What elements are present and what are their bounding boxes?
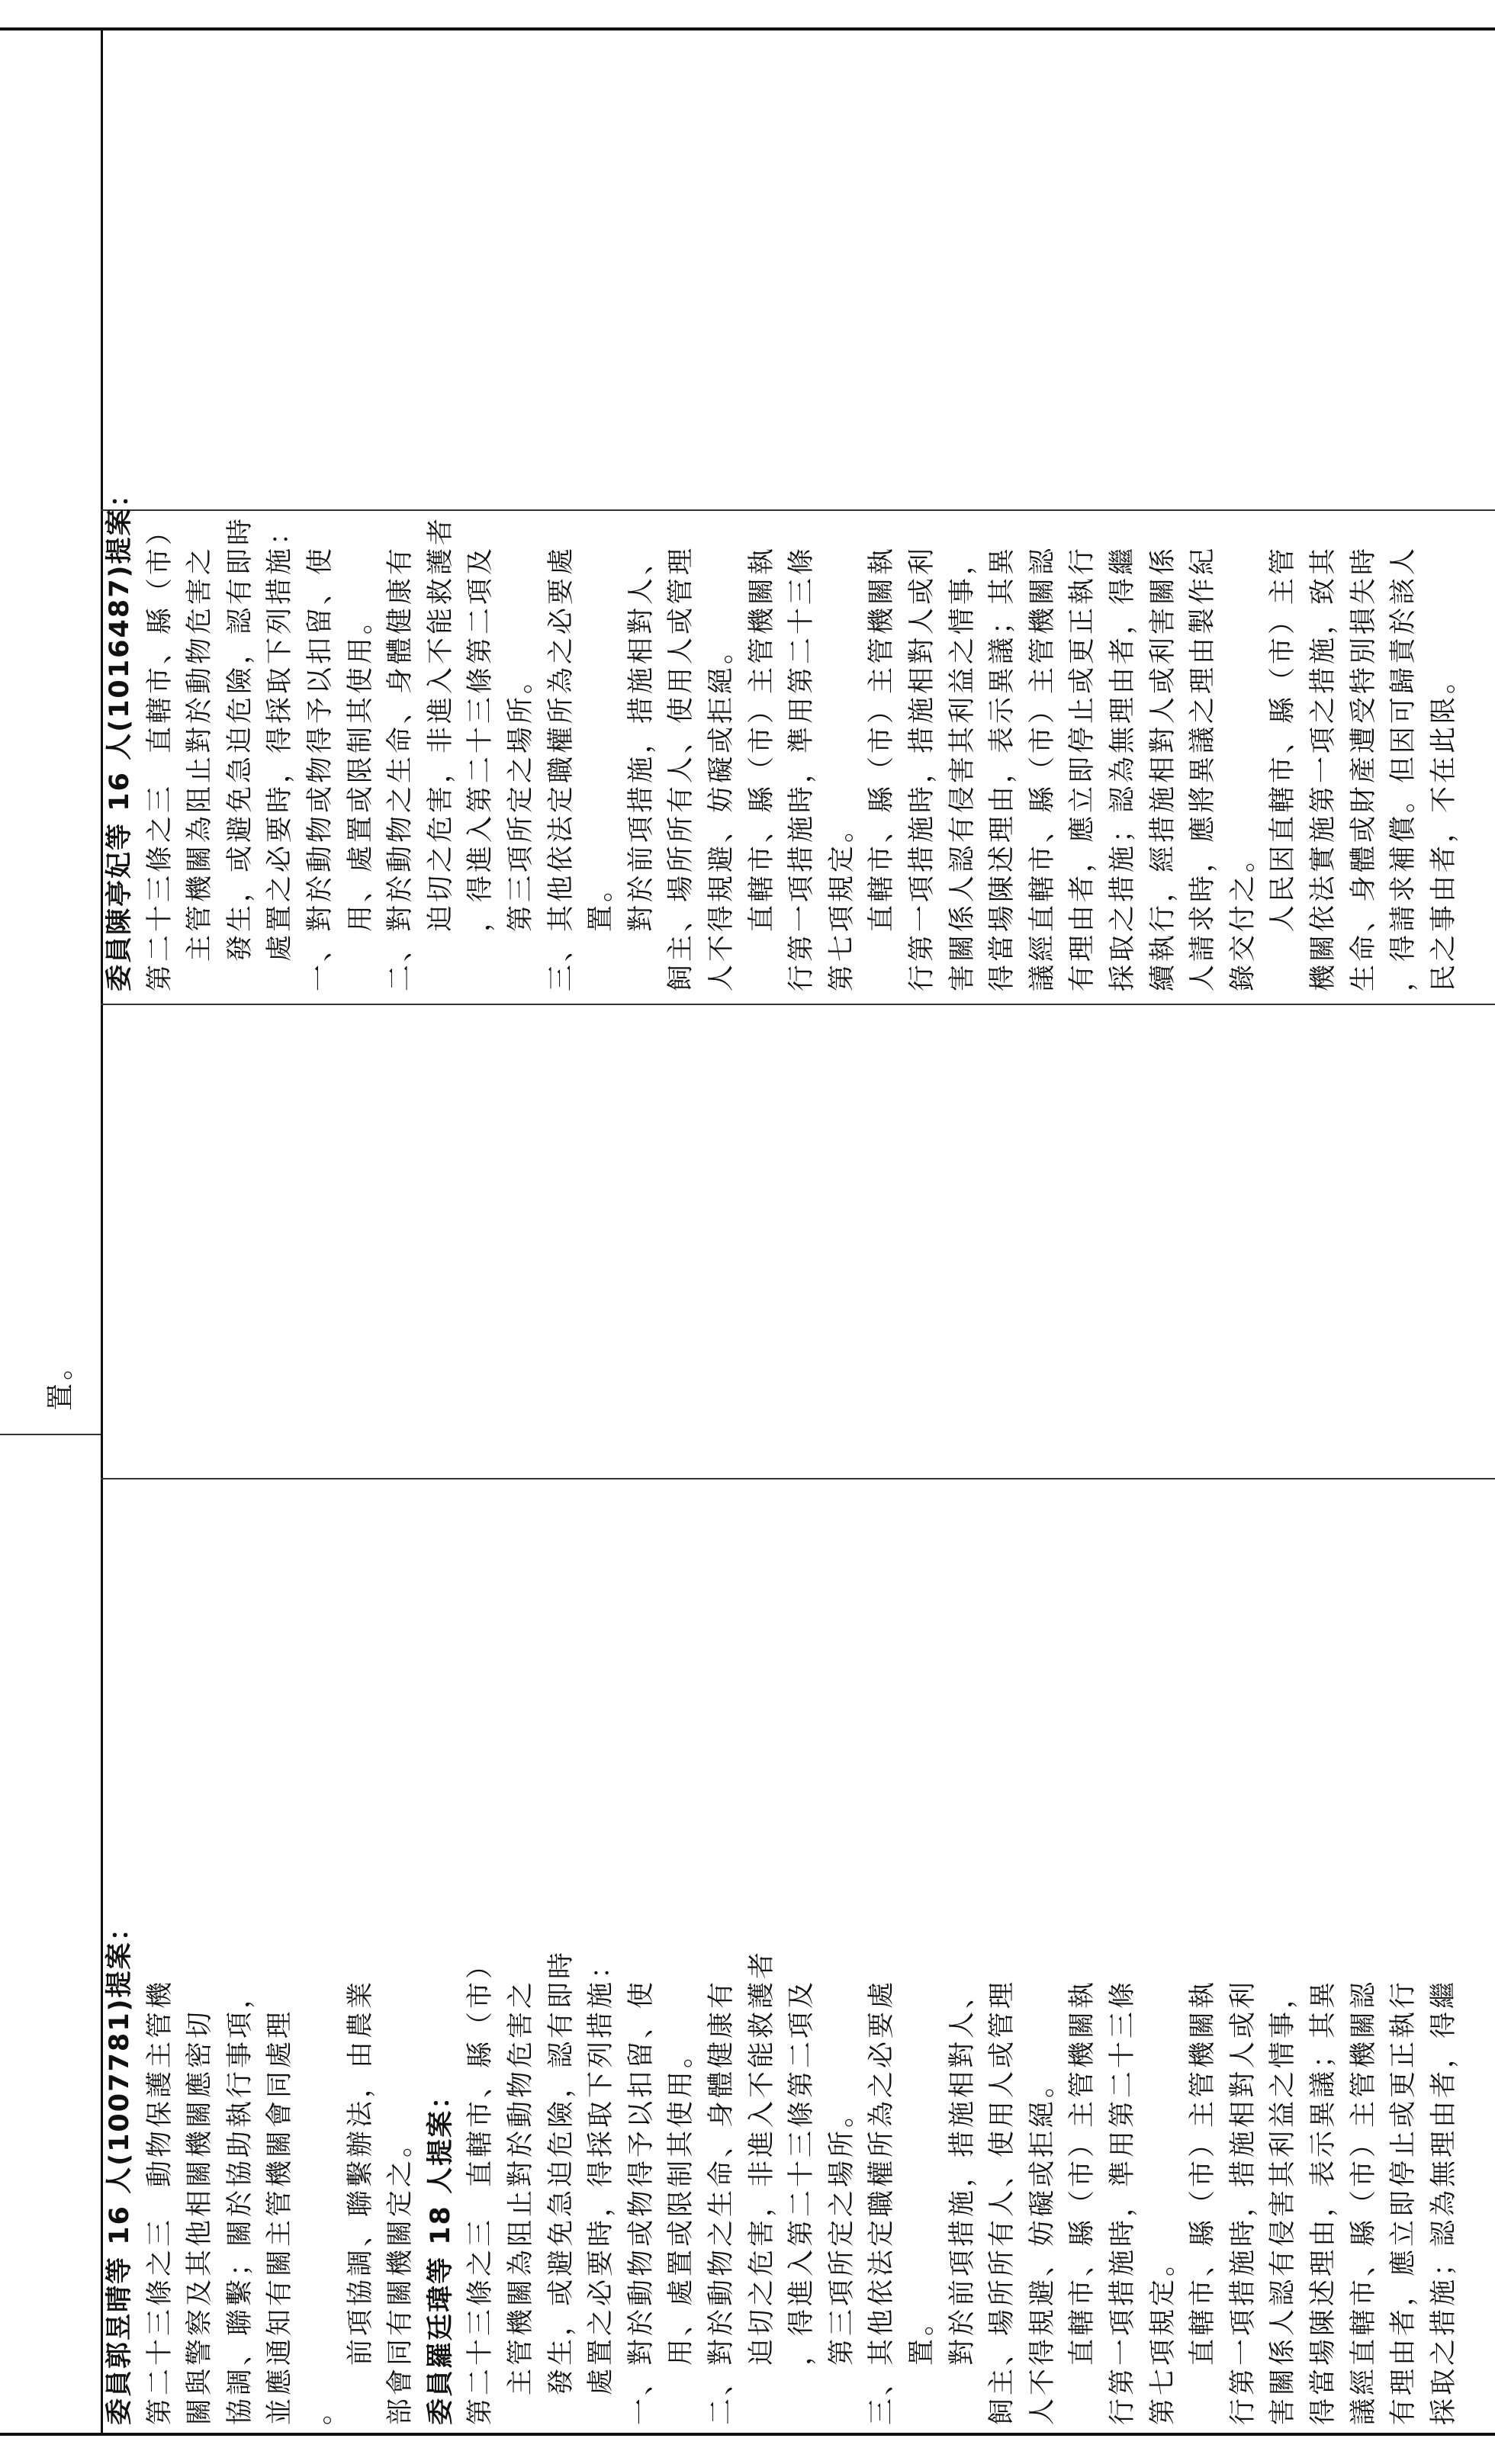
proposal-text-line: 飼主、場所所有人、使用人或管理 — [666, 545, 697, 991]
proposal-text-line: 行第一項措施時，措施相對人或利 — [907, 545, 937, 991]
proposal-text-line: 對於前項措施，措施相對人、 — [947, 1978, 978, 2425]
proposal-text-line: 發生，或避免急迫危險，認有即時 — [545, 1948, 577, 2425]
proposal-text-line: 第二十三條之三 直轄市、縣（市） — [465, 1948, 497, 2425]
row-separator — [0, 1434, 101, 1435]
proposal-text-line: 行第一項措施時，準用第二十三條 — [786, 545, 818, 991]
proposal-text-line: 第七項規定。 — [1147, 2246, 1178, 2425]
proposal-text-line: 人請求時，應將異議之理由製作紀 — [1188, 545, 1219, 991]
proposal-text-line: 行第一項措施時，措施相對人或利 — [1227, 1978, 1259, 2425]
proposal-text-line: 第二十三條之三 動物保護主管機 — [144, 1978, 175, 2425]
proposal-text-line: ，得進入第二十三條第二項及 — [465, 545, 497, 991]
proposal-text-line: 採取之措施；認為無理由者，得繼 — [1428, 1978, 1459, 2425]
proposal-text-line: 民之事由者，不在此限。 — [1428, 663, 1459, 991]
proposal-text-line: 協調、聯繫；關於協助執行事項， — [224, 1978, 256, 2425]
table-bottom-border — [0, 2433, 1495, 2436]
proposal-text-line: 人不得規避、妨礙或拒絕。 — [1027, 2067, 1058, 2425]
proposal-text-line: 得當場陳述理由，表示異議；其異 — [1308, 1978, 1339, 2425]
proposal-text-line: 置。 — [907, 2305, 937, 2425]
row-continuation-text: 置。 — [45, 1349, 76, 1411]
proposal-text-line: 生命、身體或財產遭受特別損失時 — [1348, 545, 1379, 991]
proposal-text-line: 第二十三條之三 直轄市、縣（市） — [144, 515, 175, 991]
proposal-text-line: 人民因直轄市、縣（市）主管 — [1268, 545, 1299, 991]
proposal-text-line: 直轄市、縣（市）主管機關執 — [866, 545, 898, 991]
proposal-text-line: 迫切之危害，非進入不能救護者 — [425, 515, 456, 991]
proposal-text-line: 前項協調、聯繫辦法，由農業 — [345, 1978, 376, 2425]
proposal-heading: 委員陳亭妃等 16 人(1016487)提案： — [104, 479, 135, 991]
proposal-text-line: 害關係人認有侵害其利益之情事， — [1268, 1978, 1299, 2425]
proposal-text-line: 迫切之危害，非進入不能救護者 — [746, 1948, 777, 2425]
proposal-text-line: 。 — [305, 2395, 336, 2425]
proposal-text-line: 直轄市、縣（市）主管機關執 — [1067, 1978, 1098, 2425]
proposal-text-line: 三、其他依法定職權所為之必要處 — [866, 1978, 898, 2425]
proposal-text-line: 主管機關為阻止對於動物危害之 — [506, 1978, 536, 2425]
proposal-text-line: 直轄市、縣（市）主管機關執 — [746, 545, 777, 991]
proposal-text-line: ，得進入第二十三條第二項及 — [786, 1978, 818, 2425]
proposal-heading: 委員郭昱晴等 16 人(1007781)提案： — [104, 1913, 135, 2425]
proposal-text-line: 第三項所定之場所。 — [826, 2097, 857, 2425]
proposal-text-line: 飼主、場所所有人、使用人或管理 — [987, 1978, 1018, 2425]
proposal-text-line: 採取之措施；認為無理由者，得繼 — [1108, 545, 1138, 991]
proposal-text-line: 害關係人認有侵害其利益之情事， — [947, 545, 978, 991]
proposal-text-line: 得當場陳述理由，表示異議；其異 — [987, 545, 1018, 991]
proposal-text-line: 部會同有關機關定之。 — [385, 2127, 416, 2425]
proposal-text-line: 二、對於動物之生命、身體健康有 — [706, 1978, 737, 2425]
proposal-text-line: 直轄市、縣（市）主管機關執 — [1188, 1978, 1219, 2425]
proposal-text-line: 一、對於動物或物得予以扣留、使 — [625, 1978, 657, 2425]
proposal-text-line: 對於前項措施，措施相對人、 — [625, 545, 657, 991]
proposal-text-line: 處置之必要時，得採取下列措施： — [586, 1948, 617, 2425]
label-column-divider — [101, 27, 103, 2436]
proposal-text-line: 處置之必要時，得採取下列措施： — [265, 515, 296, 991]
proposal-text-line: 用、處置或限制其使用。 — [345, 604, 376, 991]
proposal-text-line: 並應通知有關主管機關會同處理 — [265, 2008, 296, 2425]
proposal-text-line: 三、其他依法定職權所為之必要處 — [545, 545, 577, 991]
proposal-text-line: 議經直轄市、縣（市）主管機關認 — [1348, 1978, 1379, 2425]
proposal-column-b — [104, 0, 1459, 991]
proposal-text-line: 發生，或避免急迫危險，認有即時 — [224, 515, 256, 991]
proposal-text-line: 用、處置或限制其使用。 — [666, 2038, 697, 2425]
proposal-text-line: 一、對於動物或物得予以扣留、使 — [305, 545, 336, 991]
row-separator — [101, 1004, 1495, 1005]
proposal-text-line: 置。 — [586, 872, 617, 991]
proposal-text-line: 有理由者，應立即停止或更正執行 — [1067, 545, 1098, 991]
proposal-text-line: 議經直轄市、縣（市）主管機關認 — [1027, 545, 1058, 991]
proposal-text-line: 機關依法實施第一項之措施，致其 — [1308, 545, 1339, 991]
proposal-text-line: 第三項所定之場所。 — [506, 663, 536, 991]
proposal-text-line: 人不得規避、妨礙或拒絕。 — [706, 634, 737, 991]
proposal-text-line: ，得請求補償。但因可歸責於該人 — [1388, 545, 1419, 991]
proposal-text-line: 行第一項措施時，準用第二十三條 — [1108, 1978, 1138, 2425]
proposal-text-line: 關與警察及其他相關機關應密切 — [185, 2008, 216, 2425]
proposal-heading: 委員羅廷瑋等 18 人提案： — [425, 2080, 456, 2425]
proposal-text-line: 主管機關為阻止對於動物危害之 — [185, 545, 216, 991]
proposal-text-line: 第七項規定。 — [826, 812, 857, 991]
proposal-text-line: 錄交付之。 — [1227, 842, 1259, 991]
proposal-text-line: 續執行，經措施相對人或利害關係 — [1147, 545, 1178, 991]
proposal-column-a — [104, 1045, 1459, 2425]
proposal-text-line: 二、對於動物之生命、身體健康有 — [385, 545, 416, 991]
proposal-text-line: 有理由者，應立即停止或更正執行 — [1388, 1978, 1419, 2425]
